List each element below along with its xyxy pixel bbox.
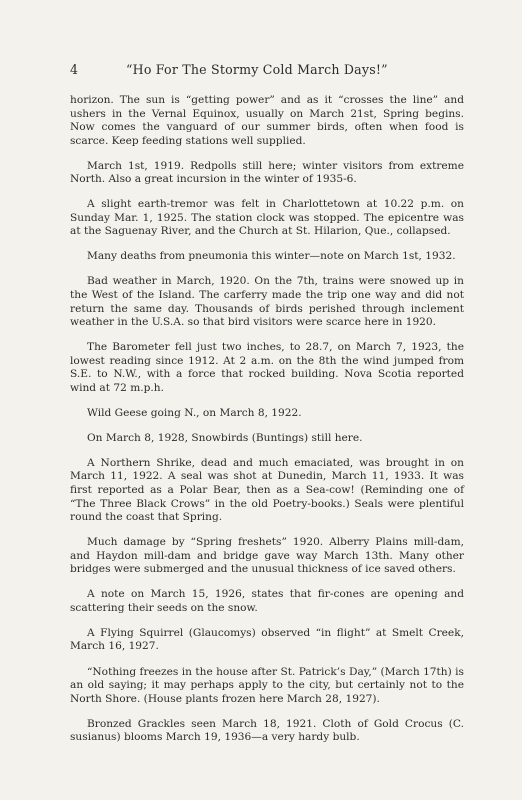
body-text — [70, 94, 464, 745]
paragraph-flying-squirrel: A Flying Squirrel (Glaucomys) observed “in flight” at Smelt Creek, March 16, 1927. — [70, 626, 464, 653]
paragraph-pneumonia: Many deaths from pneumonia this winter—note on March 1st, 1932. — [87, 250, 456, 263]
paragraph-redpolls: March 1st, 1919. Redpolls still here; winter visitors from extreme North. Also a great incursion in the winter of 1935-6. — [70, 159, 464, 186]
paragraph-equinox: horizon. The sun is “getting power” and as it “crosses the line” and ushers in the Vernal Equinox, usually on March 21st, Spring begins. Now comes the vanguard of our summer birds, often when food is scarce. Keep feeding stations well supplied. — [70, 94, 464, 147]
paragraph-fir-cones: A note on March 15, 1926, states that fir-cones are opening and scattering their seeds on the snow. — [70, 588, 464, 614]
paragraph-northern-shrike: A Northern Shrike, dead and much emaciated, was brought in on March 11, 1922. A seal was shot at Dunedin, March 11, 1933. It was first reported as a Polar Bear, then as a Sea-cow! (Reminding one of “The Three Black Crows” in the old Poetry-books.) Seals were plentiful round the coast that Spring. — [70, 456, 464, 524]
paragraph-bad-weather: Bad weather in March, 1920. On the 7th, trains were snowed up in the West of the Island. The carferry made the trip one way and did not return the same day. Thousands of birds perished through inclement weather in the U.S.A. so that bird visitors were scarce here in 1920. — [70, 275, 464, 329]
page-header — [70, 62, 464, 80]
paragraph-barometer: The Barometer fell just two inches, to 28.7, on March 7, 1923, the lowest reading since 1912. At 2 a.m. on the 8th the wind jumped from S.E. to N.W., with a force that rocked building. Nova Scotia reported wind at 72 m.p.h. — [70, 341, 464, 394]
paragraph-spring-freshets: Much damage by “Spring freshets” 1920. Alberry Plains mill-dam, and Haydon mill-dam and bridge gave way March 13th. Many other bridges were submerged and the unusual thickness of ice saved others. — [70, 536, 464, 576]
paragraph-bronzed-grackles: Bronzed Grackles seen March 18, 1921. Cloth of Gold Crocus (C. susianus) blooms March 19, 1936—a very hardy bulb. — [70, 717, 464, 744]
paragraph-snowbirds: On March 8, 1928, Snowbirds (Buntings) still here. — [87, 431, 363, 444]
paragraph-st-patricks-day: “Nothing freezes in the house after St. Patrick’s Day,” (March 17th) is an old saying; it may perhaps apply to the city, but certainly not to the North Shore. (House plants frozen here March 28, 1927). — [70, 665, 464, 705]
paragraph-earth-tremor: A slight earth-tremor was felt in Charlottetown at 10.22 p.m. on Sunday Mar. 1, 1925. The station clock was stopped. The epicentre was at the Saguenay River, and the Church at St. Hilarion, Que., collapsed. — [70, 198, 464, 238]
running-title: “Ho For The Stormy Cold March Days!” — [126, 62, 388, 77]
paragraph-wild-geese: Wild Geese going N., on March 8, 1922. — [87, 406, 302, 419]
page-number: 4 — [70, 62, 79, 77]
